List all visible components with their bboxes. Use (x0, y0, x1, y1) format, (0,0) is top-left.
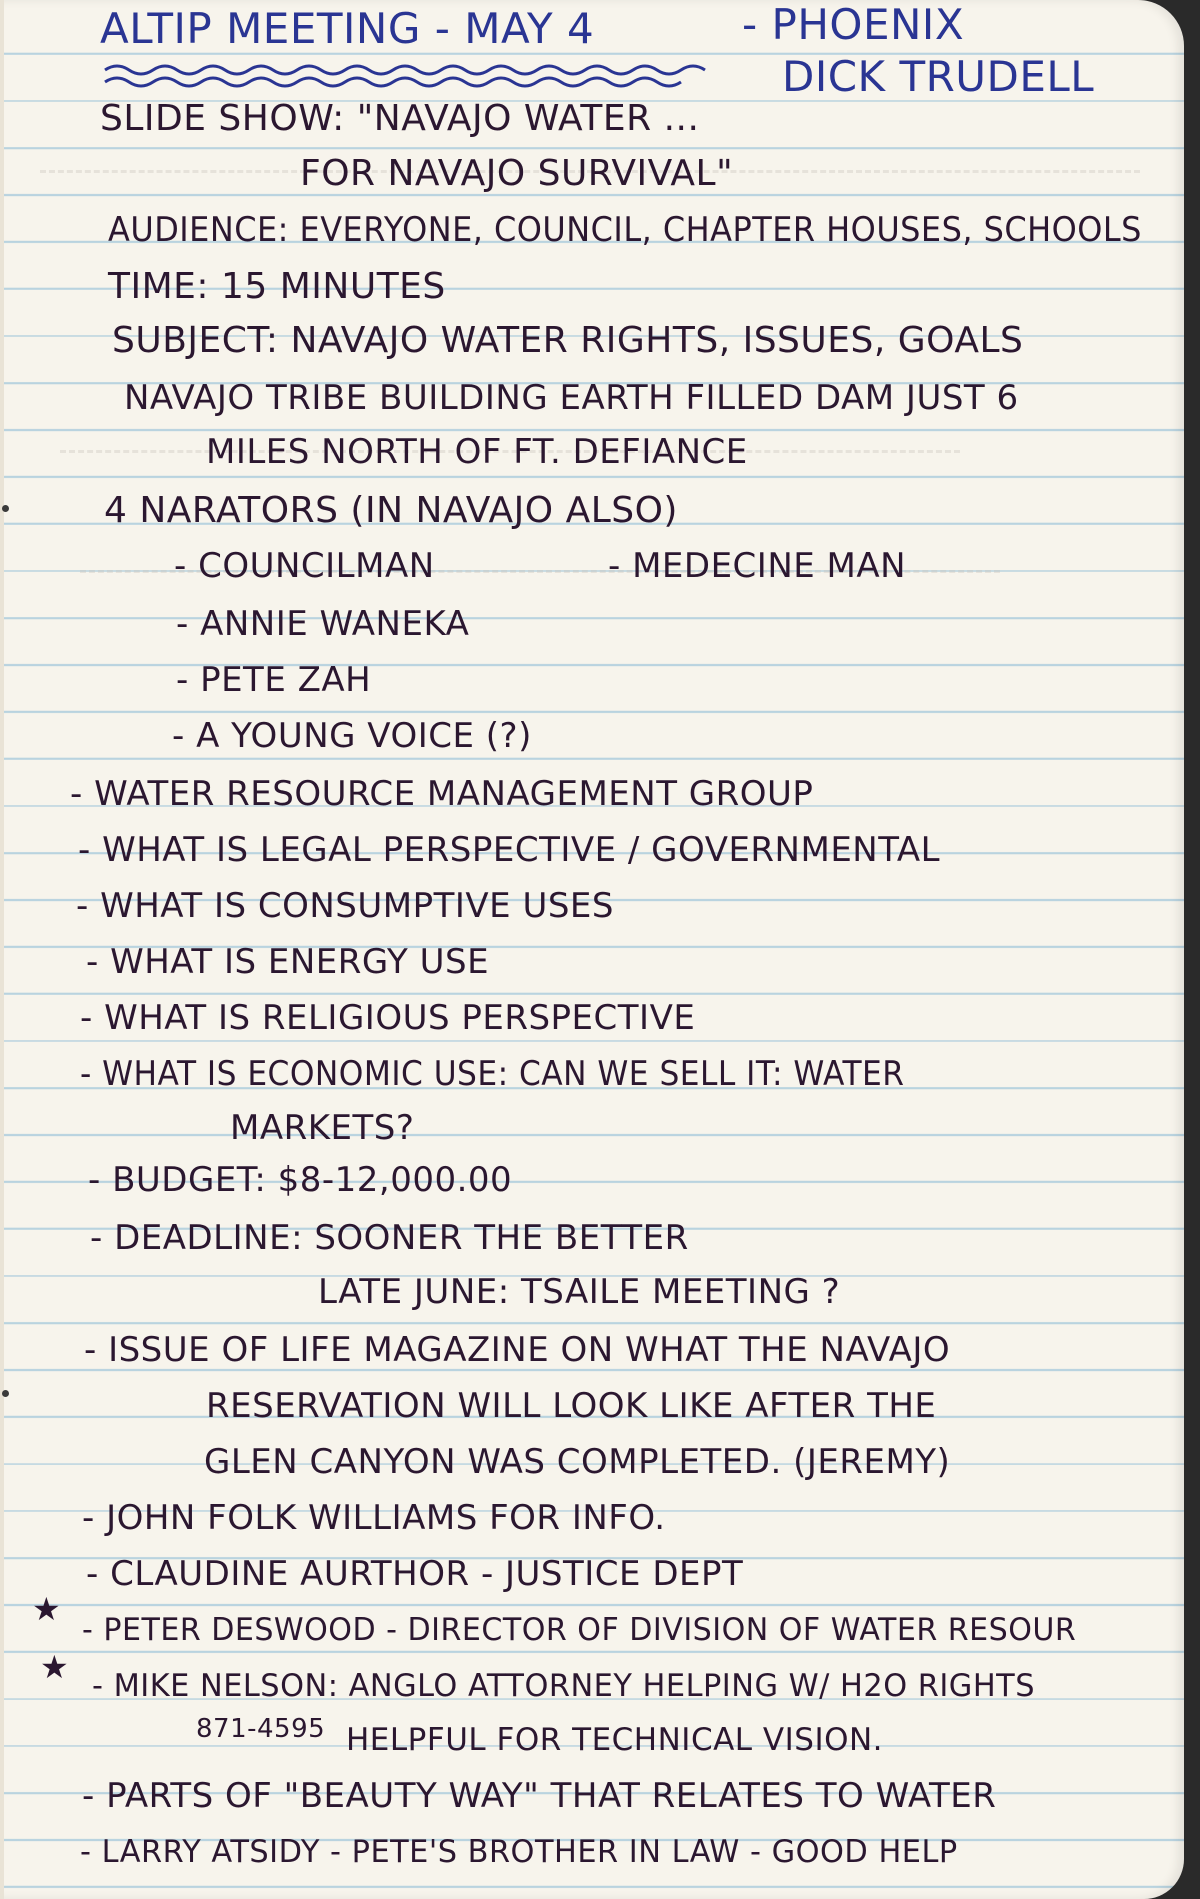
page-spine (0, 0, 4, 1899)
note-water-group: - WATER RESOURCE MANAGEMENT GROUP (70, 774, 814, 814)
note-life-3: GLEN CANYON WAS COMPLETED. (JEREMY) (204, 1442, 951, 1482)
note-subject: SUBJECT: NAVAJO WATER RIGHTS, ISSUES, GOALS (112, 320, 1024, 361)
narrator-annie-waneka: - ANNIE WANEKA (176, 604, 470, 644)
note-life-1: - ISSUE OF LIFE MAGAZINE ON WHAT THE NAVAJO (84, 1330, 951, 1370)
meeting-contact: DICK TRUDELL (782, 52, 1095, 101)
note-claudine: - CLAUDINE AURTHOR - JUSTICE DEPT (86, 1554, 744, 1594)
note-religious: - WHAT IS RELIGIOUS PERSPECTIVE (80, 998, 696, 1038)
narrator-young-voice: - A YOUNG VOICE (?) (172, 716, 532, 756)
meeting-title: ALTIP MEETING - MAY 4 (100, 4, 595, 53)
note-peter: - PETER DESWOOD - DIRECTOR OF DIVISION OF WATER RESOUR (82, 1612, 1077, 1648)
note-time: TIME: 15 MINUTES (108, 266, 446, 307)
narrator-medicine-man: - MEDECINE MAN (608, 546, 907, 586)
note-life-2: RESERVATION WILL LOOK LIKE AFTER THE (206, 1386, 937, 1426)
note-dam-1: NAVAJO TRIBE BUILDING EARTH FILLED DAM JUST 6 (124, 378, 1019, 418)
note-slide-show-1: SLIDE SHOW: "NAVAJO WATER ... (100, 98, 700, 139)
star-icon: ★ (40, 1648, 70, 1686)
meeting-location: - PHOENIX (742, 0, 965, 49)
note-deadline: - DEADLINE: SOONER THE BETTER (90, 1218, 689, 1258)
note-energy: - WHAT IS ENERGY USE (86, 942, 490, 982)
note-dam-2: MILES NORTH OF FT. DEFIANCE (206, 432, 748, 472)
narrator-pete-zah: - PETE ZAH (176, 660, 372, 700)
binding-hole (2, 1390, 9, 1397)
star-icon: ★ (32, 1590, 62, 1628)
note-consumptive: - WHAT IS CONSUMPTIVE USES (76, 886, 614, 926)
note-phone: 871-4595 (196, 1714, 326, 1744)
note-technical: HELPFUL FOR TECHNICAL VISION. (346, 1722, 884, 1758)
note-audience: AUDIENCE: EVERYONE, COUNCIL, CHAPTER HOUSES, SCHOOLS (108, 210, 1142, 250)
note-economic-2: MARKETS? (230, 1108, 415, 1148)
title-underline (103, 62, 713, 90)
note-late-june: LATE JUNE: TSAILE MEETING ? (318, 1272, 841, 1312)
note-mike: - MIKE NELSON: ANGLO ATTORNEY HELPING W/ H2O RIGHTS (92, 1668, 1035, 1704)
binding-hole (2, 505, 9, 512)
note-economic-1: - WHAT IS ECONOMIC USE: CAN WE SELL IT: WATER (80, 1054, 905, 1094)
note-slide-show-2: FOR NAVAJO SURVIVAL" (300, 153, 734, 194)
note-beauty-way: - PARTS OF "BEAUTY WAY" THAT RELATES TO WATER (82, 1776, 997, 1816)
note-budget: - BUDGET: $8-12,000.00 (88, 1160, 513, 1200)
narrator-councilman: - COUNCILMAN (174, 546, 435, 586)
note-john: - JOHN FOLK WILLIAMS FOR INFO. (82, 1498, 666, 1538)
note-larry: - LARRY ATSIDY - PETE'S BROTHER IN LAW - GOOD HELP (80, 1834, 958, 1870)
note-legal: - WHAT IS LEGAL PERSPECTIVE / GOVERNMENTAL (78, 830, 941, 870)
note-narrators: 4 NARATORS (IN NAVAJO ALSO) (104, 490, 678, 531)
